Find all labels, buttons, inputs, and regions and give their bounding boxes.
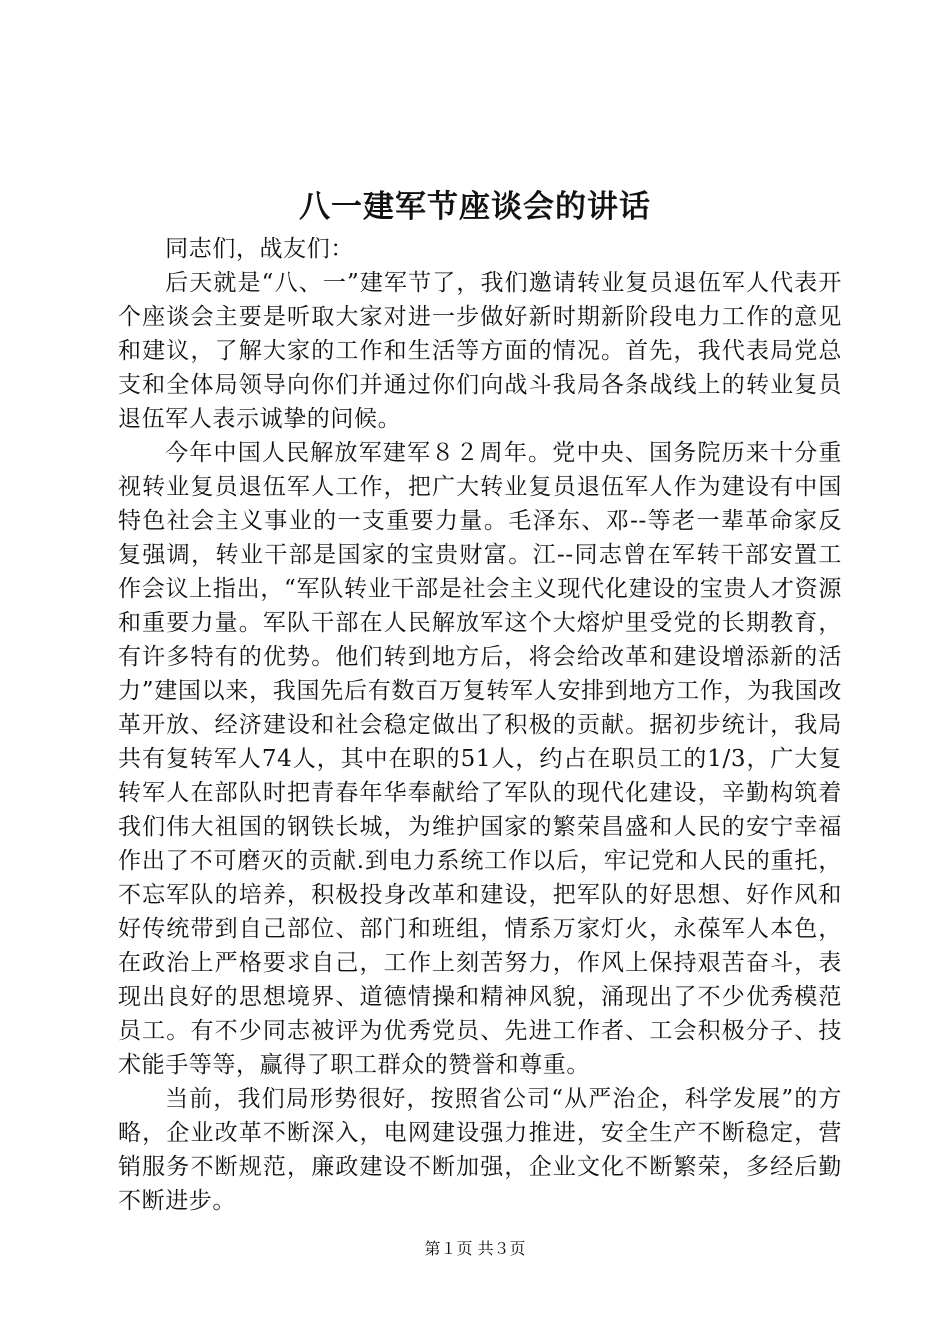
page-footer: 第１页 共３页 — [424, 1239, 526, 1258]
paragraph-2: 今年中国人民解放军建军８２周年。党中央、国务院历来十分重视转业复员退伍军人工作，把广大转业复员退伍军人作为建设有中国特色社会主义事业的一支重要力量。毛泽东、邓--等老一辈革命家反复强调，转业干部是国家的宝贵财富。江--同志曾在军转干部安置工作会议上指出，“军队转业干部是社会主义现代化建设的宝贵人才资源和重要力量。军队干部在人民解放军这个大熔炉里受党的长期教育，有许多特有的优势。他们转到地方后，将会给改革和建设增添新的活力”建国以来，我国先后有数百万复转军人安排到地方工作，为我国改革开放、经济建设和社会稳定做出了积极的贡献。据初步统计，我局共有复转军人74人，其中在职的51人，约占在职员工的1/3，广大复转军人在部队时把青春年华奉献给了军队的现代化建设，辛勤构筑着我们伟大祖国的钢铁长城，为维护国家的繁荣昌盛和人民的安宁幸福作出了不可磨灭的贡献.到电力系统工作以后，牢记党和人民的重托，不忘军队的培养，积极投身改革和建设，把军队的好思想、好作风和好传统带到自己部位、部门和班组，情系万家灯火，永葆军人本色，在政治上严格要求自己，工作上刻苦努力，作风上保持艰苦奋斗，表现出良好的思想境界、道德情操和精神风貌，涌现出了不少优秀模范员工。有不少同志被评为优秀党员、先进工作者、工会积极分子、技术能手等等，赢得了职工群众的赞誉和尊重。 — [118, 440, 842, 1078]
paragraph-3: 当前，我们局形势很好，按照省公司“从严治企，科学发展”的方略，企业改革不断深入，电网建设强力推进，安全生产不断稳定，营销服务不断规范，廉政建设不断加强，企业文化不断繁荣，多经后勤不断进步。 — [118, 1086, 842, 1214]
salutation: 同志们，战友们： — [165, 236, 354, 262]
document-title: 八一建军节座谈会的讲话 — [299, 189, 651, 225]
paragraph-1: 后天就是“八、一”建军节了，我们邀请转业复员退伍军人代表开个座谈会主要是听取大家对进一步做好新时期新阶段电力工作的意见和建议，了解大家的工作和生活等方面的情况。首先，我代表局党总支和全体局领导向你们并通过你们向战斗我局各条战线上的转业复员退伍军人表示诚挚的问候。 — [118, 270, 842, 432]
document-body — [118, 232, 842, 1218]
